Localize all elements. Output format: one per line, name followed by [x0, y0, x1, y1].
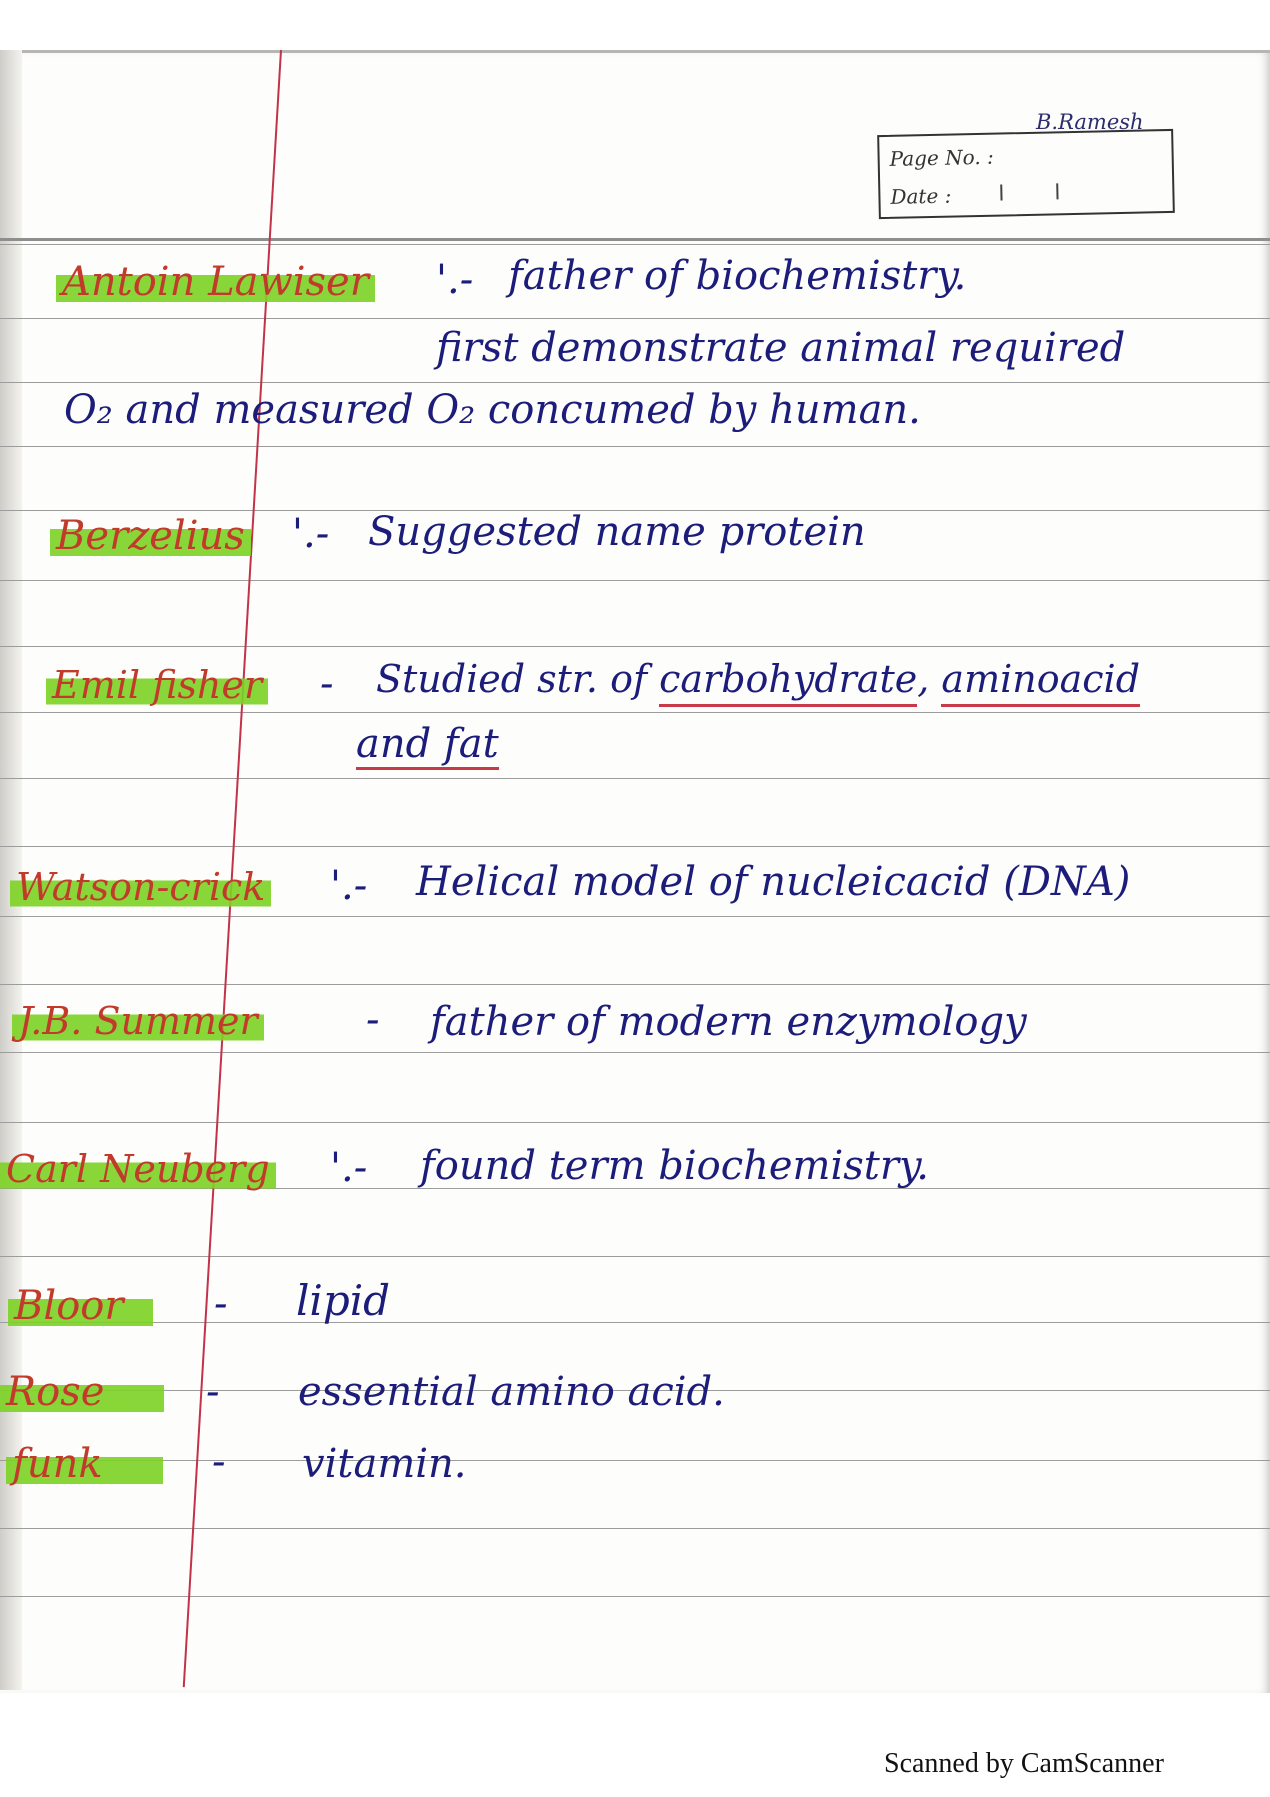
ruled-line: [0, 1528, 1270, 1529]
note-text: Helical model of nucleicacid (DNA): [416, 859, 1131, 905]
note-text-part: Studied str. of: [376, 657, 660, 701]
date-tick: [1056, 183, 1058, 199]
note-text: found term biochemistry.: [420, 1143, 930, 1189]
ruled-line: [0, 646, 1270, 647]
note-text: first demonstrate animal required: [436, 325, 1126, 371]
ruled-line: [0, 712, 1270, 713]
ruled-line: [0, 916, 1270, 917]
scientist-name: funk: [6, 1442, 163, 1486]
separator: -: [206, 1369, 220, 1415]
scientist-name: Emil fisher: [46, 664, 268, 706]
note-text: father of biochemistry.: [508, 253, 967, 299]
scientist-name: J.B. Summer: [12, 1000, 264, 1042]
separator: '.-: [330, 1145, 368, 1191]
date-label: Date :: [890, 183, 952, 209]
ruled-line: [0, 778, 1270, 779]
note-text: essential amino acid.: [298, 1369, 725, 1415]
ruled-line: [0, 382, 1270, 383]
note-text: O₂ and measured O₂ concumed by human.: [64, 387, 921, 433]
page-date-box: [877, 129, 1175, 219]
note-text: father of modern enzymology: [430, 999, 1027, 1045]
note-text: lipid: [296, 1276, 391, 1325]
separator: -: [320, 661, 334, 707]
separator: -: [214, 1281, 228, 1327]
page-no-label: Page No. :: [889, 144, 995, 171]
ruled-line: [0, 580, 1270, 581]
underlined-term: and fat: [356, 724, 499, 770]
ruled-line: [0, 1122, 1270, 1123]
separator: -: [212, 1439, 226, 1485]
ruled-line: [0, 1052, 1270, 1053]
ruled-line: [0, 446, 1270, 447]
ruled-line: [0, 238, 1270, 241]
scientist-name: Antoin Lawiser: [56, 260, 375, 304]
date-tick: [1000, 185, 1002, 201]
scientist-name: Carl Neuberg: [0, 1148, 276, 1190]
ruled-line: [0, 1460, 1270, 1461]
separator: -: [366, 997, 380, 1043]
ruled-line: [0, 846, 1270, 847]
note-text: Suggested name protein: [368, 509, 866, 555]
scientist-name: Rose: [0, 1370, 164, 1414]
ruled-line: [0, 244, 1270, 245]
separator: '.-: [330, 863, 368, 909]
scientist-name: Bloor: [8, 1284, 153, 1328]
ruled-line: [0, 318, 1270, 319]
underlined-term: carbohydrate: [659, 657, 917, 707]
ruled-line: [0, 1256, 1270, 1257]
underlined-term: aminoacid: [941, 657, 1140, 707]
ruled-line: [0, 1322, 1270, 1323]
ruled-line: [0, 984, 1270, 985]
scanner-watermark: Scanned by CamScanner: [884, 1748, 1164, 1779]
note-text: vitamin.: [302, 1441, 467, 1487]
scientist-name: Berzelius: [50, 514, 251, 558]
header-signature: B.Ramesh: [1036, 110, 1144, 134]
note-text: [376, 657, 1141, 701]
separator: '.-: [292, 511, 330, 557]
ruled-line: [0, 1596, 1270, 1597]
scientist-name: Watson-crick: [10, 866, 271, 908]
separator: '.-: [436, 257, 474, 303]
note-text-part: ,: [917, 657, 942, 701]
